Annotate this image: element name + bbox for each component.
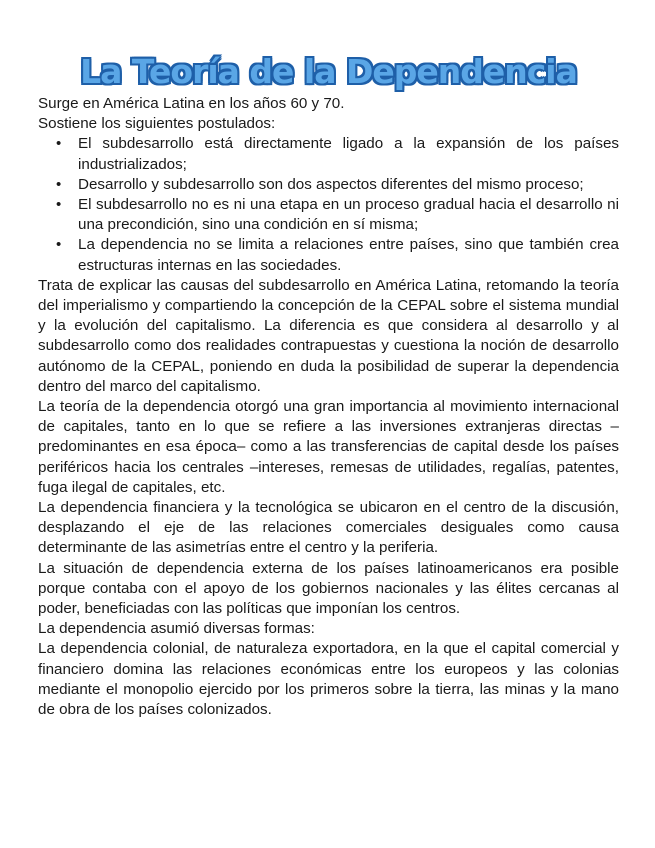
intro-line-origin: Surge en América Latina en los años 60 y 70. [38,95,345,112]
list-item: • Desarrollo y subdesarrollo son dos aspectos diferentes del mismo proceso; [78,175,619,195]
document-body [38,94,619,720]
paragraph-imperialism: Trata de explicar las causas del subdesarrollo en América Latina, retomando la teoría del imperialismo y compartiendo la concepción de la CEPAL sobre el sistema mundial y la evolución del capitalismo. La diferencia es que considera al desarrollo y al subdesarrollo como dos realidades contrapuestas y cuestiona la noción de desarrollo autónomo de la CEPAL, poniendo en duda la posibilidad de superar la dependencia dentro del marco del capitalismo. [38,276,619,395]
list-item: • El subdesarrollo está directamente ligado a la expansión de los países industrializados; [78,134,619,174]
paragraph-capital-movement: La teoría de la dependencia otorgó una gran importancia al movimiento internacional de capitales, tanto en lo que se refiere a las inversiones extranjeras directas –predominantes en esa época– como a las transferencias de capital desde los países periféricos hacia los centrales –intereses, remesas de utilidades, regalías, patentes, fuga ilegal de capitales, etc. [38,398,619,496]
list-item: • La dependencia no se limita a relaciones entre países, sino que también crea estructuras internas en las sociedades. [78,235,619,275]
list-item: • El subdesarrollo no es ni una etapa en un proceso gradual hacia el desarrollo ni una precondición, sino una condición en sí misma; [78,195,619,235]
postulates-list [38,134,619,275]
paragraph-financial-dependence: La dependencia financiera y la tecnológica se ubicaron en el centro de la discusión, desplazando el eje de las relaciones comerciales desiguales como causa determinante de las asimetrías entre el centro y la periferia. [38,499,619,557]
paragraph-forms: La dependencia asumió diversas formas: [38,620,315,638]
paragraph-colonial-dependence: La dependencia colonial, de naturaleza exportadora, en la que el capital comercial y financiero domina las relaciones económicas entre los europeos y las colonias mediante el monopolio ejercido por los primeros sobre la tierra, las minas y la mano de obra de los países colonizados. [38,640,619,719]
document-title: La Teoría de la Dependencia [80,52,577,91]
intro-line-postulates: Sostiene los siguientes postulados: [38,115,276,133]
paragraph-external-dependence: La situación de dependencia externa de los países latinoamericanos era posible porque contaba con el apoyo de los gobiernos nacionales y las élites cercanas al poder, beneficiadas con las políticas que imponían los centros. [38,559,619,618]
